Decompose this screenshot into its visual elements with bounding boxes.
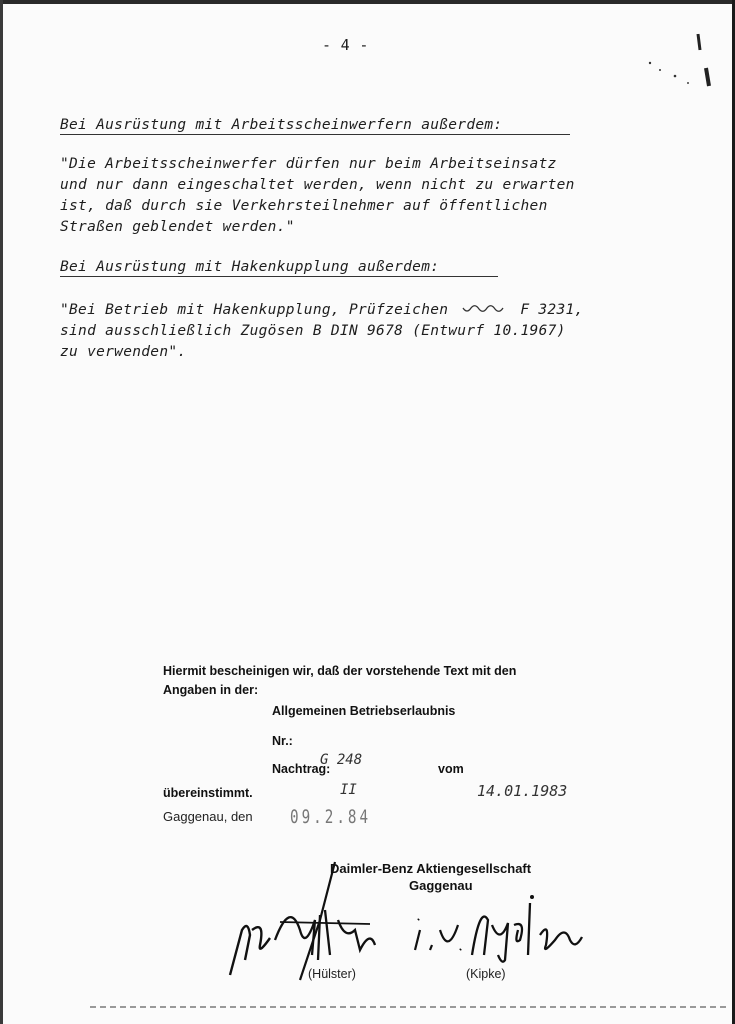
section1-heading-underline (60, 134, 570, 135)
nachtrag-value: II (340, 782, 357, 798)
section2-paragraph (60, 300, 680, 363)
scan-edge-bottom (90, 1006, 730, 1008)
page-number: - 4 - (322, 36, 369, 54)
stamped-date: 09.2.84 (290, 806, 372, 828)
document-type: Allgemeinen Betriebserlaubnis (272, 704, 456, 718)
section1-line: und nur dann eingeschaltet werden, wenn nicht zu erwarten (60, 177, 575, 193)
section1-line: ist, daß durch sie Verkehrsteilnehmer auf öffentlichen (60, 198, 548, 214)
scan-edge-top (0, 0, 735, 4)
section1-heading: Bei Ausrüstung mit Arbeitsscheinwerfern außerdem: (60, 117, 503, 133)
company-name: Daimler-Benz Aktiengesellschaft (330, 861, 532, 876)
vom-label: vom (438, 762, 464, 776)
section2-line: zu verwenden". (60, 344, 187, 360)
nr-label: Nr.: (272, 734, 293, 748)
section1-line: "Die Arbeitsscheinwerfer dürfen nur beim Arbeitseinsatz (60, 156, 557, 172)
nr-value: G 248 (320, 752, 363, 768)
company-city: Gaggenau (409, 878, 473, 893)
section1-paragraph (60, 154, 680, 238)
section2-heading: Bei Ausrüstung mit Hakenkupplung außerdem: (60, 259, 440, 275)
section2-line (60, 300, 680, 321)
pruefzeichen-wave-icon (461, 304, 507, 316)
certification-line1: Hiermit bescheinigen wir, daß der vorstehende Text mit den (163, 664, 517, 678)
signatory-kipke: (Kipke) (466, 967, 506, 981)
uebereinstimmt-label: übereinstimmt. (163, 786, 253, 800)
place-label: Gaggenau, den (163, 809, 253, 824)
scan-edge-left (0, 0, 3, 1024)
scan-marks (640, 28, 720, 98)
section2-line: sind ausschließlich Zugösen B DIN 9678 (Entwurf 10.1967) (60, 323, 566, 339)
signatory-huelster: (Hülster) (308, 967, 356, 981)
certification-statement (163, 662, 593, 700)
certification-line2: Angaben in der: (163, 683, 259, 697)
vom-date: 14.01.1983 (477, 782, 568, 800)
signature-kipke (410, 895, 590, 965)
section2-line1-start: "Bei Betrieb mit Hakenkupplung, Prüfzeichen (60, 302, 449, 318)
section2-heading-underline (60, 276, 498, 277)
section1-line: Straßen geblendet werden." (60, 219, 295, 235)
signature-huelster (220, 860, 390, 990)
section2-line1-end: F 3231, (520, 302, 584, 318)
nachtrag-label: Nachtrag: (272, 762, 331, 776)
